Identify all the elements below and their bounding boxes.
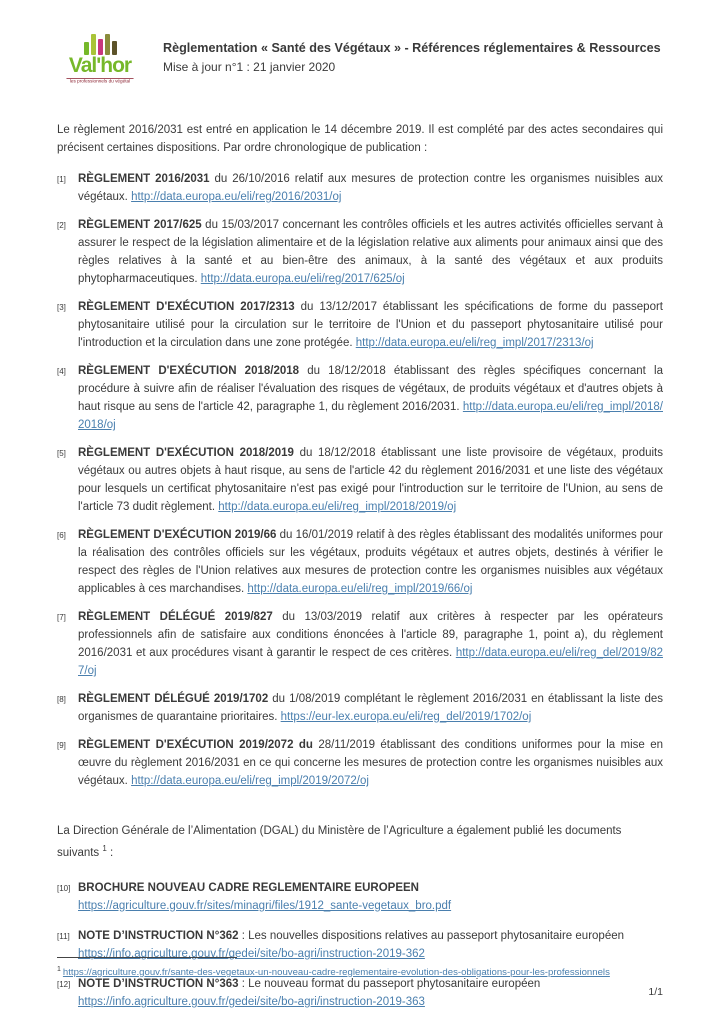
regulation-link[interactable]: http://data.europa.eu/eli/reg_impl/2018/2019/oj: [218, 501, 457, 513]
page-number: 1/1: [648, 986, 663, 998]
footnote-line: [57, 963, 663, 979]
regulation-text: du 1/08/2019 complétant le règlement 2016/2031 en établissant la liste des organismes de quarantaine prioritaires.: [78, 693, 664, 723]
document-item-link[interactable]: https://info.agriculture.gouv.fr/gedei/site/bo-agri/instruction-2019-363: [78, 995, 425, 1008]
regulation-link[interactable]: http://data.europa.eu/eli/reg/2017/625/oj: [200, 273, 405, 285]
regulation-item: [57, 736, 663, 790]
document-header: [57, 33, 663, 95]
document-title: Règlementation « Santé des Végétaux » - Références réglementaires & Ressources: [163, 41, 661, 55]
regulation-text: du 13/03/2019 relatif aux critères à respecter par les opérateurs professionnels afin de satisfaire aux conditions énoncées à l'article 89, paragraphe 1, point a), du règlement 2016/2031 et aux procédures visant à garantir le respect de ces critères.: [78, 611, 663, 659]
regulation-link[interactable]: https://eur-lex.europa.eu/eli/reg_del/2019/1702/oj: [280, 711, 532, 723]
regulation-link[interactable]: http://data.europa.eu/eli/reg_impl/2019/2072/oj: [131, 775, 369, 787]
regulation-item: [57, 362, 663, 434]
regulation-text: du 13/12/2017 établissant les spécifications de forme du passeport phytosanitaire utilisé pour la circulation sur le territoire de l'Union et du passeport phytosanitaire utilisé pour l'introduction et la circulation dans une zone protégée.: [78, 301, 663, 349]
regulation-title: RÈGLEMENT 2017/625: [78, 219, 202, 231]
logo-bar: [105, 34, 110, 55]
footnote-area: [57, 957, 663, 998]
regulation-item: [57, 170, 663, 206]
valhor-logo: [57, 33, 143, 86]
regulation-text: du 18/12/2018 établissant des règles spécifiques concernant la procédure à suivre afin de réaliser l'évaluation des risques de végétaux, de produits végétaux et d'autres objets à haut risque au sens de l'article 42, paragraphe 1, du règlement 2016/2031.: [78, 365, 664, 413]
item-marker: [11]: [57, 931, 70, 941]
regulation-title: RÈGLEMENT D'EXÉCUTION 2018/2018: [78, 365, 300, 377]
document-item-link[interactable]: https://info.agriculture.gouv.fr/gedei/site/bo-agri/instruction-2019-362: [78, 947, 425, 960]
document-item-title: NOTE D’INSTRUCTION N°363: [78, 977, 239, 990]
intro-paragraph: Le règlement 2016/2031 est entré en application le 14 décembre 2019. Il est complété par des actes secondaires qui précisent certaines dispositions. Par ordre chronologique de publication :: [57, 124, 663, 154]
logo-bars-icon: [57, 33, 143, 55]
footnote-ref: 1: [102, 844, 107, 853]
item-marker: [1]: [57, 175, 66, 184]
regulation-title: RÈGLEMENT DÉLÉGUÉ 2019/1702: [78, 693, 269, 705]
regulation-link[interactable]: http://data.europa.eu/eli/reg_impl/2017/2313/oj: [355, 337, 594, 349]
item-marker: [3]: [57, 303, 66, 312]
regulation-item: [57, 608, 663, 680]
regulation-title: RÈGLEMENT D'EXÉCUTION 2019/2072 du: [78, 739, 313, 751]
regulation-title: RÈGLEMENT DÉLÉGUÉ 2019/827: [78, 611, 273, 623]
regulation-item: [57, 444, 663, 516]
dgal-document-item: [57, 879, 663, 915]
regulation-text: du 15/03/2017 concernant les contrôles officiels et les autres activités officielles servant à assurer le respect de la législation alimentaire et de la législation relative aux aliments pour animaux ainsi que des règles relatives à la santé et au bien-être des animaux, à la santé des végétaux et aux produits phytopharmaceutiques.: [78, 219, 663, 285]
document-item-desc: : Les nouvelles dispositions relatives au passeport phytosanitaire européen: [238, 929, 625, 942]
regulation-text: du 26/10/2016 relatif aux mesures de protection contre les organismes nuisibles aux végétaux.: [78, 173, 663, 203]
logo-bar: [98, 39, 103, 55]
document-item-desc: : Le nouveau format du passeport phytosanitaire européen: [238, 977, 541, 990]
item-marker: [4]: [57, 367, 66, 376]
regulation-item: [57, 298, 663, 352]
regulation-link[interactable]: http://data.europa.eu/eli/reg_impl/2018/2018/oj: [78, 401, 663, 431]
document-item-title: BROCHURE NOUVEAU CADRE REGLEMENTAIRE EUROPEEN: [78, 881, 419, 894]
item-marker: [10]: [57, 883, 71, 893]
footnote-marker: 1: [57, 965, 61, 973]
regulation-link[interactable]: http://data.europa.eu/eli/reg_del/2019/827/oj: [78, 647, 663, 677]
item-marker: [2]: [57, 221, 66, 230]
footnote-divider: [57, 957, 237, 958]
regulation-item: [57, 690, 663, 726]
logo-bar: [112, 41, 117, 55]
item-marker: [7]: [57, 613, 66, 622]
regulation-link[interactable]: http://data.europa.eu/eli/reg/2016/2031/oj: [131, 191, 342, 203]
regulation-title: RÈGLEMENT D'EXÉCUTION 2019/66: [78, 529, 277, 541]
dgal-suffix: :: [106, 846, 114, 859]
logo-bar: [91, 34, 96, 55]
header-titles: [163, 33, 661, 76]
dgal-paragraph: [57, 822, 663, 862]
document-item-link[interactable]: https://agriculture.gouv.fr/sites/minagri/files/1912_sante-vegetaux_bro.pdf: [78, 899, 452, 912]
logo-name: Val'hor: [68, 54, 132, 77]
regulation-title: RÈGLEMENT 2016/2031: [78, 173, 210, 185]
dgal-text: La Direction Générale de l’Alimentation (DGAL) du Ministère de l’Agriculture a également publié les documents suivants: [57, 825, 622, 859]
logo-tagline: les professionnels du végétal: [66, 78, 133, 84]
document-subtitle: Mise à jour n°1 : 21 janvier 2020: [163, 60, 336, 74]
item-marker: [5]: [57, 449, 66, 458]
footnote-link[interactable]: https://agriculture.gouv.fr/sante-des-vegetaux-un-nouveau-cadre-reglementaire-evolution-des-obligations-pour-les-professionnels: [62, 967, 610, 978]
regulation-title: RÈGLEMENT D'EXÉCUTION 2017/2313: [78, 301, 295, 313]
regulation-list: [57, 170, 663, 790]
regulation-item: [57, 526, 663, 598]
item-marker: [12]: [57, 979, 71, 989]
regulation-text: 28/11/2019 établissant des conditions uniformes pour la mise en œuvre du règlement 2016/2031 en ce qui concerne les mesures de protection contre les organismes nuisibles aux végétaux.: [78, 739, 663, 787]
regulation-link[interactable]: http://data.europa.eu/eli/reg_impl/2019/66/oj: [247, 583, 473, 595]
regulation-title: RÈGLEMENT D'EXÉCUTION 2018/2019: [78, 447, 294, 459]
item-marker: [9]: [57, 741, 66, 750]
regulation-item: [57, 216, 663, 288]
item-marker: [8]: [57, 695, 66, 704]
regulation-text: du 16/01/2019 relatif à des règles établissant des modalités uniformes pour la réalisation des contrôles officiels sur les végétaux, produits végétaux et autres objets, destinés à vérifier le respect des règles de l'Union relatives aux mesures de protection contre les organismes nuisibles aux végétaux applicables à ces marchandises.: [78, 529, 663, 595]
document-item-title: NOTE D’INSTRUCTION N°362: [78, 929, 239, 942]
regulation-text: du 18/12/2018 établissant une liste provisoire de végétaux, produits végétaux ou autres objets à haut risque, au sens de l'article 42 du règlement 2016/2031 et une liste des végétaux pour lesquels un certificat phytosanitaire n'est pas exigé pour l'introduction sur le territoire de l'Union, au sens de l'article 73 dudit règlement.: [78, 447, 663, 513]
item-marker: [6]: [57, 531, 66, 540]
